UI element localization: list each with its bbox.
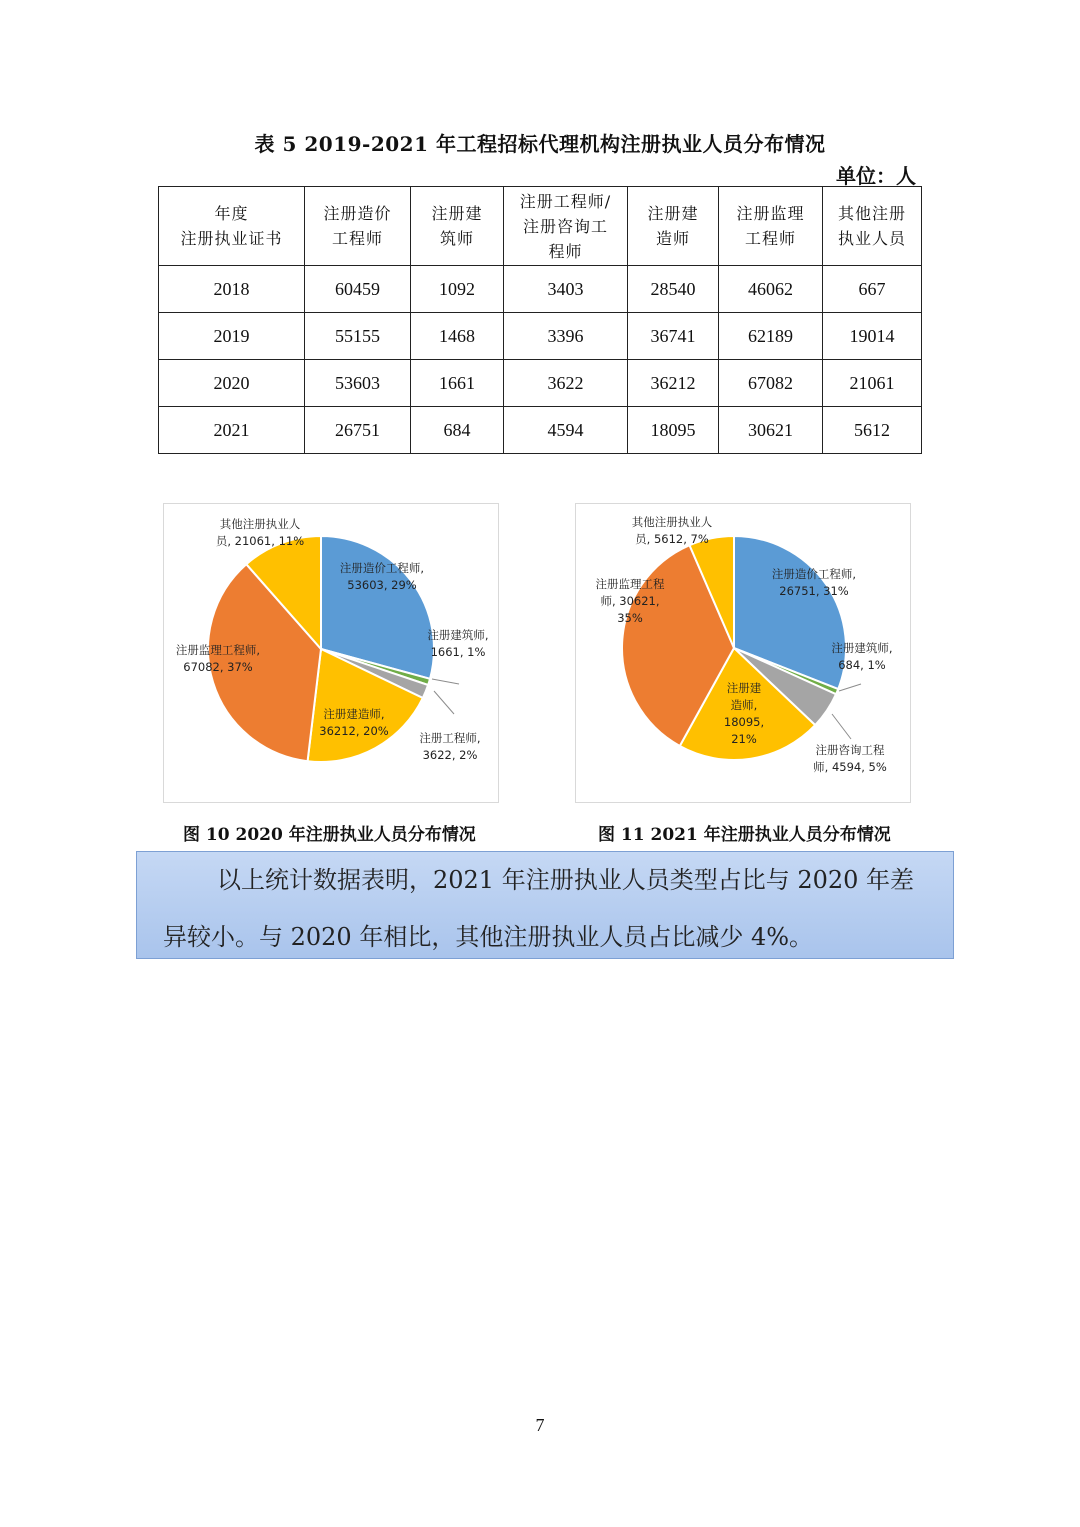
data-label: 注册建筑师, 684, 1% (831, 641, 893, 672)
table-cell: 2021 (159, 407, 305, 454)
leader-line (839, 684, 861, 691)
table-unit: 单位：人 (836, 164, 916, 188)
table-cell: 62189 (719, 313, 823, 360)
pie-chart-2021-svg (576, 504, 910, 802)
figure-10-caption: 图 10 2020 年注册执业人员分布情况 (183, 825, 476, 845)
table-cell: 3403 (504, 266, 628, 313)
data-label: 其他注册执业人员, 5612, 7% (631, 515, 713, 546)
table-cell: 36212 (628, 360, 719, 407)
pie-chart-2021 (575, 503, 911, 803)
table-cell: 53603 (305, 360, 411, 407)
table-cell: 4594 (504, 407, 628, 454)
table-cell: 2019 (159, 313, 305, 360)
table-row (159, 313, 922, 360)
table-cell: 55155 (305, 313, 411, 360)
table-row (159, 360, 922, 407)
table-cell: 684 (411, 407, 504, 454)
header-cell: 注册建 造师 (628, 187, 719, 266)
table-row (159, 407, 922, 454)
leader-line (832, 714, 851, 739)
table-cell: 5612 (823, 407, 922, 454)
summary-note (136, 851, 954, 959)
data-label: 注册建造师, 18095, 21% (723, 681, 765, 746)
table-cell: 36741 (628, 313, 719, 360)
header-cell: 注册监理 工程师 (719, 187, 823, 266)
table-title: 表 5 2019-2021 年工程招标代理机构注册执业人员分布情况 (254, 132, 826, 156)
pie-chart-2020-svg (164, 504, 498, 802)
registration-table (158, 186, 922, 454)
table-cell: 60459 (305, 266, 411, 313)
header-cell: 注册工程师/ 注册咨询工 程师 (504, 187, 628, 266)
pie-chart-2020 (163, 503, 499, 803)
data-label: 注册造价工程师, 26751, 31% (771, 567, 857, 598)
table-cell: 46062 (719, 266, 823, 313)
header-cell: 注册造价 工程师 (305, 187, 411, 266)
table-cell: 19014 (823, 313, 922, 360)
table-header-row (159, 187, 922, 266)
summary-line-1: 以上统计数据表明，2021 年注册执业人员类型占比与 2020 年差 (217, 866, 915, 894)
data-label: 注册工程师, 3622, 2% (419, 731, 481, 762)
table-row (159, 266, 922, 313)
figure-11-caption: 图 11 2021 年注册执业人员分布情况 (598, 825, 891, 845)
table-cell: 2018 (159, 266, 305, 313)
table-cell: 67082 (719, 360, 823, 407)
leader-line (434, 691, 454, 714)
header-cell: 其他注册 执业人员 (823, 187, 922, 266)
leader-line (432, 679, 459, 684)
table-cell: 667 (823, 266, 922, 313)
table-cell: 28540 (628, 266, 719, 313)
table-cell: 18095 (628, 407, 719, 454)
table-cell: 1661 (411, 360, 504, 407)
table-cell: 26751 (305, 407, 411, 454)
header-cell: 注册建 筑师 (411, 187, 504, 266)
data-label: 注册造价工程师, 53603, 29% (339, 561, 425, 592)
table-cell: 30621 (719, 407, 823, 454)
data-label: 注册建筑师, 1661, 1% (427, 628, 489, 659)
data-label: 注册建造师, 36212, 20% (319, 707, 389, 738)
data-label: 注册监理工程师, 67082, 37% (175, 643, 261, 674)
data-label: 其他注册执业人员, 21061, 11% (215, 517, 305, 548)
header-cell: 年度 注册执业证书 (159, 187, 305, 266)
data-label: 注册咨询工程师, 4594, 5% (813, 743, 887, 774)
table-cell: 3396 (504, 313, 628, 360)
table-cell: 21061 (823, 360, 922, 407)
table-cell: 2020 (159, 360, 305, 407)
table-cell: 1092 (411, 266, 504, 313)
data-label: 注册监理工程师, 30621, 35% (595, 577, 665, 625)
page-number: 7 (535, 1415, 545, 1435)
table-cell: 3622 (504, 360, 628, 407)
table-cell: 1468 (411, 313, 504, 360)
summary-line-2: 异较小。与 2020 年相比，其他注册执业人员占比减少 4%。 (163, 923, 814, 951)
